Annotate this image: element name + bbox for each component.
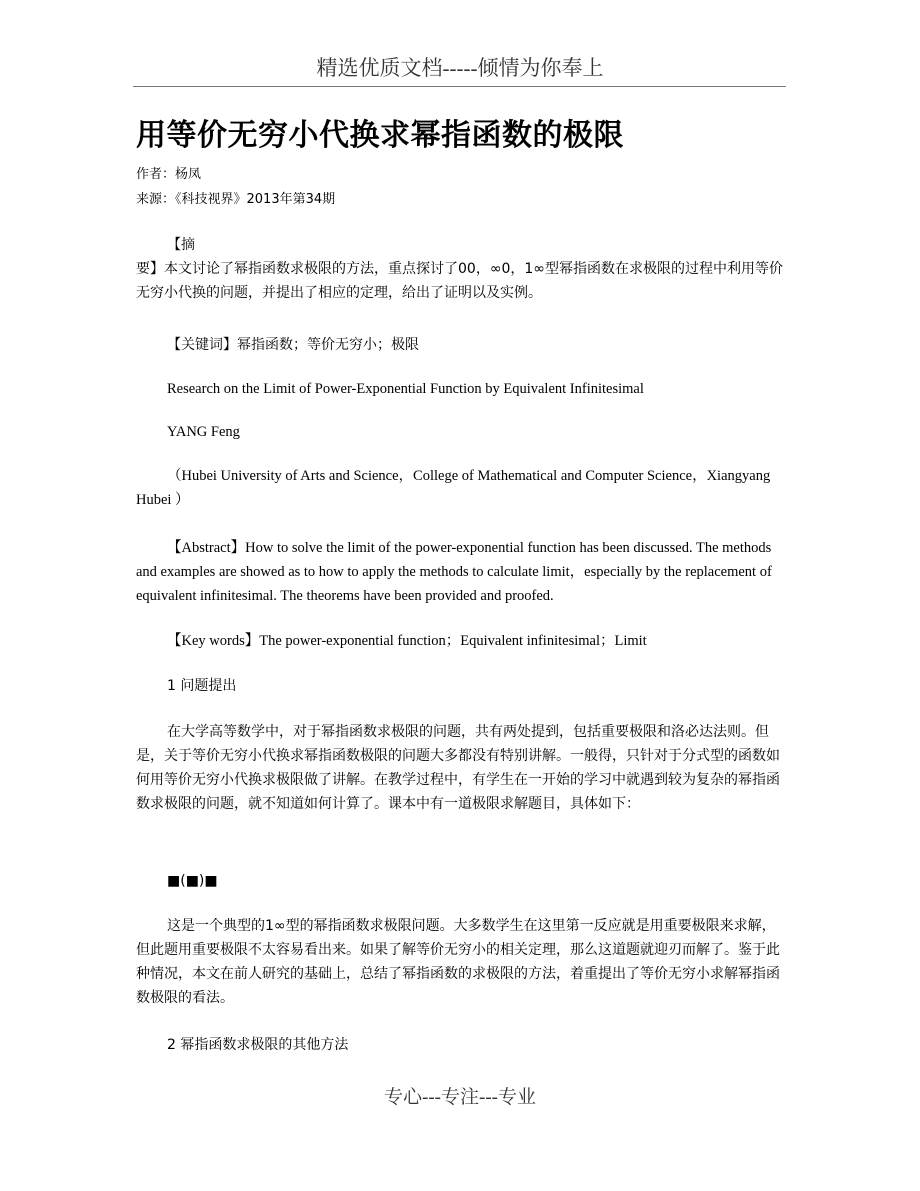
section-1-paragraph-1: 在大学高等数学中，对于幂指函数求极限的问题，共有两处提到，包括重要极限和洛必达法则。但是，关于等价无穷小代换求幂指函数极限的问题大多都没有特别讲解。一般得，只针对于分式型的函数如何用等价无穷小代换求极限做了讲解。在教学过程中，有学生在一开始的学习中就遇到较为复杂的幂指函数求极限的问题，就不知道如何计算了。课本中有一道极限求解题目，具体如下： xyxy=(136,724,780,812)
abstract-cn-text: 要】本文讨论了幂指函数求极限的方法，重点探讨了00，∞0，1∞型幂指函数在求极限的过程中利用等价无穷小代换的问题，并提出了相应的定理，给出了证明以及实例。 xyxy=(136,261,783,301)
header-divider xyxy=(133,86,786,87)
keywords-en: 【Key words】The power-exponential function；Equivalent infinitesimal；Limit xyxy=(167,633,647,649)
section-1-heading: 1 问题提出 xyxy=(167,678,237,694)
section-2-heading: 2 幂指函数求极限的其他方法 xyxy=(167,1037,349,1053)
author-line: 作者：杨凤 xyxy=(136,167,202,182)
affiliation-en: （Hubei University of Arts and Science，College of Mathematical and Computer Science，Xiangyang Hubei ） xyxy=(136,468,771,508)
title-en: Research on the Limit of Power-Exponential Function by Equivalent Infinitesimal xyxy=(167,381,644,397)
page-footer: 专心---专注---专业 xyxy=(384,1087,536,1108)
abstract-en: 【Abstract】How to solve the limit of the power-exponential function has been discussed. The methods and examples are showed as to how to apply the methods to calculate limit，especially by the replacement of equivalent infinitesimal. The theorems have been provided and proofed. xyxy=(136,540,772,604)
abstract-cn-label: 【摘 xyxy=(167,237,195,253)
source-line: 来源：《科技视界》2013年第34期 xyxy=(136,192,336,207)
keywords-cn: 【关键词】幂指函数；等价无穷小；极限 xyxy=(167,337,419,353)
formula-placeholder: ■(■)■ xyxy=(167,873,218,889)
page-header: 精选优质文档-----倾情为你奉上 xyxy=(316,56,604,80)
abstract-cn xyxy=(136,233,788,305)
section-1-paragraph-2: 这是一个典型的1∞型的幂指函数求极限问题。大多数学生在这里第一反应就是用重要极限来求解，但此题用重要极限不太容易看出来。如果了解等价无穷小的相关定理，那么这道题就迎刃而解了。鉴于此种情况，本文在前人研究的基础上，总结了幂指函数的求极限的方法，着重提出了等价无穷小求解幂指函数极限的看法。 xyxy=(136,918,780,1006)
document-title: 用等价无穷小代换求幂指函数的极限 xyxy=(136,118,624,153)
author-en: YANG Feng xyxy=(167,424,240,440)
